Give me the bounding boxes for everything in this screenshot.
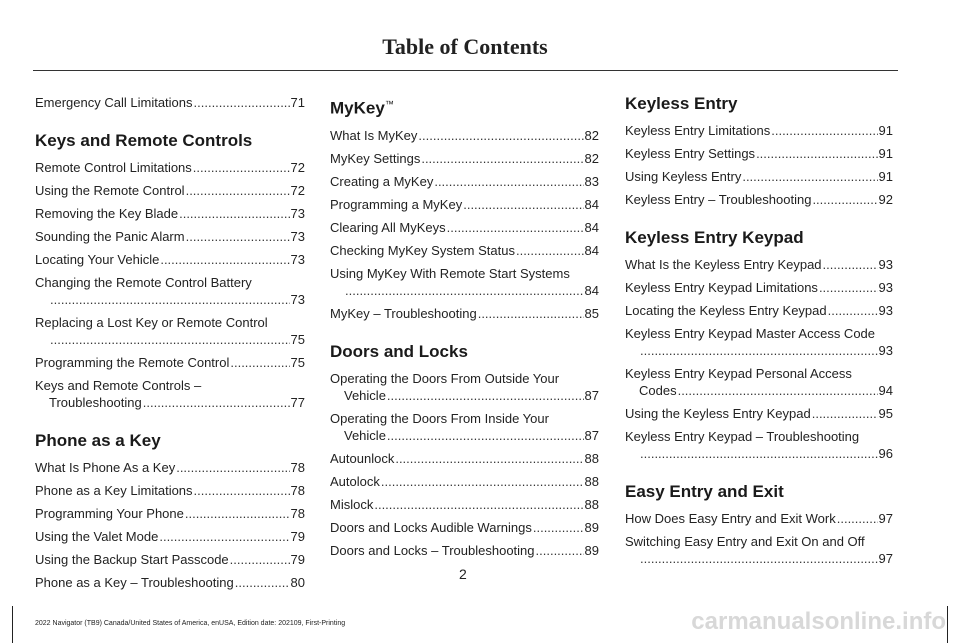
entry-label: Using the Remote Control xyxy=(35,183,185,198)
toc-entry[interactable] xyxy=(330,450,599,467)
section-heading: MyKey™ xyxy=(330,98,394,118)
dot-leader xyxy=(536,542,584,559)
entry-page-number: 89 xyxy=(584,542,599,558)
entry-page-number: 93 xyxy=(878,303,893,318)
entry-page-number: 78 xyxy=(290,506,305,521)
entry-page-number: 78 xyxy=(290,460,305,475)
entry-label: Sounding the Panic Alarm xyxy=(35,229,185,244)
entry-page-number: 93 xyxy=(878,257,893,272)
entry-label: MyKey – Troubleshooting xyxy=(330,305,477,321)
section-heading: Keyless Entry Keypad xyxy=(625,228,804,247)
entry-label: Locating Your Vehicle xyxy=(35,252,160,267)
toc-entry[interactable] xyxy=(625,365,893,399)
dot-leader xyxy=(812,191,877,208)
page-number: 2 xyxy=(459,566,467,582)
toc-entry[interactable] xyxy=(35,459,305,476)
dot-leader xyxy=(516,242,584,259)
toc-entry[interactable] xyxy=(330,496,599,513)
entry-label: Keyless Entry Settings xyxy=(625,146,756,161)
toc-entry[interactable] xyxy=(330,542,599,559)
entry-page-number: 73 xyxy=(290,292,305,307)
entry-label: MyKey Settings xyxy=(330,150,421,166)
toc-entry[interactable] xyxy=(625,533,893,567)
dot-leader xyxy=(194,94,290,111)
entry-label: Keyless Entry – Troubleshooting xyxy=(625,192,812,207)
dot-leader xyxy=(186,182,290,199)
entry-page-number: 92 xyxy=(878,192,893,207)
dot-leader xyxy=(50,291,290,308)
toc-entry[interactable] xyxy=(35,274,305,308)
entry-label: Keys and Remote Controls – xyxy=(35,378,202,393)
toc-entry[interactable] xyxy=(35,354,305,371)
entry-page-number: 91 xyxy=(878,169,893,184)
dot-leader xyxy=(421,150,583,167)
dot-leader xyxy=(434,173,583,190)
dot-leader xyxy=(756,145,877,162)
dot-leader xyxy=(50,331,290,348)
toc-column-1 xyxy=(35,94,305,597)
entry-label: Switching Easy Entry and Exit On and Off xyxy=(625,534,865,549)
entry-page-number: 72 xyxy=(290,183,305,198)
entry-page-number: 79 xyxy=(290,529,305,544)
entry-label: How Does Easy Entry and Exit Work xyxy=(625,511,836,526)
entry-page-number: 82 xyxy=(584,127,599,143)
entry-label: Autounlock xyxy=(330,450,395,466)
dot-leader xyxy=(345,282,584,299)
entry-label: Changing the Remote Control Battery xyxy=(35,275,252,290)
toc-entry[interactable] xyxy=(625,510,893,527)
toc-entry[interactable] xyxy=(330,265,599,299)
dot-leader xyxy=(194,482,290,499)
entry-label: Remote Control Limitations xyxy=(35,160,192,175)
dot-leader xyxy=(230,551,290,568)
entry-label: Removing the Key Blade xyxy=(35,206,179,221)
dot-leader xyxy=(819,279,878,296)
entry-label: Programming Your Phone xyxy=(35,506,184,521)
entry-page-number: 83 xyxy=(584,173,599,189)
entry-label: Programming the Remote Control xyxy=(35,355,230,370)
entry-page-number: 97 xyxy=(878,511,893,526)
entry-label: Checking MyKey System Status xyxy=(330,242,515,258)
entry-label: Using MyKey With Remote Start Systems xyxy=(330,265,570,281)
toc-entry[interactable] xyxy=(625,405,893,422)
dot-leader xyxy=(640,445,878,462)
dot-leader xyxy=(186,228,290,245)
entry-page-number: 91 xyxy=(878,123,893,138)
toc-entry[interactable] xyxy=(35,377,305,411)
entry-label: Autolock xyxy=(330,473,380,489)
toc-entry[interactable] xyxy=(35,314,305,348)
toc-entry[interactable] xyxy=(35,574,305,591)
entry-page-number: 80 xyxy=(290,575,305,590)
toc-entry[interactable] xyxy=(35,159,305,176)
entry-page-number: 84 xyxy=(584,242,599,258)
entry-page-number: 73 xyxy=(290,252,305,267)
toc-entry[interactable] xyxy=(330,173,599,190)
entry-page-number: 72 xyxy=(290,160,305,175)
toc-entry[interactable] xyxy=(35,251,305,268)
dot-leader xyxy=(742,168,877,185)
dot-leader xyxy=(533,519,584,536)
section-heading: Keys and Remote Controls xyxy=(35,131,253,150)
toc-entry[interactable] xyxy=(330,305,599,322)
dot-leader xyxy=(640,550,878,567)
toc-entry[interactable] xyxy=(625,191,893,208)
dot-leader xyxy=(478,305,584,322)
entry-label: What Is Phone As a Key xyxy=(35,460,176,475)
dot-leader xyxy=(381,473,584,490)
entry-page-number: 93 xyxy=(878,343,893,358)
entry-label-continued: Codes xyxy=(639,383,677,398)
toc-entry[interactable] xyxy=(625,325,893,359)
entry-label: Operating the Doors From Inside Your xyxy=(330,410,549,426)
entry-page-number: 75 xyxy=(290,332,305,347)
toc-entry[interactable] xyxy=(35,205,305,222)
entry-page-number: 73 xyxy=(290,206,305,221)
dot-leader xyxy=(160,251,289,268)
entry-page-number: 75 xyxy=(290,355,305,370)
entry-page-number: 82 xyxy=(584,150,599,166)
dot-leader xyxy=(179,205,289,222)
entry-label: Replacing a Lost Key or Remote Control xyxy=(35,315,268,330)
entry-page-number: 73 xyxy=(290,229,305,244)
toc-entry[interactable] xyxy=(35,528,305,545)
dot-leader xyxy=(374,496,583,513)
toc-entry[interactable] xyxy=(330,410,599,444)
dot-leader xyxy=(678,382,878,399)
entry-label: Using the Valet Mode xyxy=(35,529,159,544)
dot-leader xyxy=(230,354,289,371)
toc-entry[interactable] xyxy=(35,505,305,522)
entry-label: Using the Keyless Entry Keypad xyxy=(625,406,811,421)
dot-leader xyxy=(185,505,290,522)
entry-page-number: 84 xyxy=(584,282,599,298)
dot-leader xyxy=(463,196,583,213)
entry-page-number: 94 xyxy=(878,383,893,398)
entry-page-number: 91 xyxy=(878,146,893,161)
dot-leader xyxy=(387,387,584,404)
entry-page-number: 87 xyxy=(584,387,599,403)
toc-entry[interactable] xyxy=(330,219,599,236)
entry-page-number: 78 xyxy=(290,483,305,498)
toc-entry[interactable] xyxy=(330,150,599,167)
section-heading: Keyless Entry xyxy=(625,94,738,113)
entry-label-continued: Vehicle xyxy=(344,387,386,403)
toc-entry[interactable] xyxy=(625,145,893,162)
entry-label: Using Keyless Entry xyxy=(625,169,742,184)
crop-mark-left xyxy=(12,606,13,643)
toc-entry[interactable] xyxy=(35,182,305,199)
entry-label: Keyless Entry Keypad Personal Access xyxy=(625,366,852,381)
entry-label: Keyless Entry Limitations xyxy=(625,123,771,138)
crop-mark-right xyxy=(947,606,948,643)
entry-label: Locating the Keyless Entry Keypad xyxy=(625,303,827,318)
dot-leader xyxy=(812,405,878,422)
dot-leader xyxy=(193,159,290,176)
toc-entry[interactable] xyxy=(625,256,893,273)
entry-page-number: 97 xyxy=(878,551,893,566)
dot-leader xyxy=(387,427,584,444)
entry-label: Keyless Entry Keypad Limitations xyxy=(625,280,818,295)
entry-page-number: 84 xyxy=(584,196,599,212)
toc-column-3 xyxy=(625,94,893,573)
entry-page-number: 96 xyxy=(878,446,893,461)
toc-entry[interactable] xyxy=(330,370,599,404)
trademark-symbol: ™ xyxy=(384,99,394,109)
dot-leader xyxy=(159,528,289,545)
entry-page-number: 93 xyxy=(878,280,893,295)
toc-entry[interactable] xyxy=(330,127,599,144)
entry-label: Keyless Entry Keypad Master Access Code xyxy=(625,326,876,341)
entry-page-number: 88 xyxy=(584,473,599,489)
toc-entry[interactable] xyxy=(330,242,599,259)
entry-label: What Is the Keyless Entry Keypad xyxy=(625,257,822,272)
entry-label: Using the Backup Start Passcode xyxy=(35,552,229,567)
section-heading: Doors and Locks xyxy=(330,341,468,361)
title-divider xyxy=(33,70,898,71)
toc-entry[interactable] xyxy=(330,473,599,490)
entry-page-number: 85 xyxy=(584,305,599,321)
entry-page-number: 88 xyxy=(584,496,599,512)
dot-leader xyxy=(418,127,583,144)
print-footer: 2022 Navigator (TB9) Canada/United States of America, enUSA, Edition date: 202109, First-Printing xyxy=(35,620,346,627)
toc-entry[interactable] xyxy=(625,302,893,319)
dot-leader xyxy=(176,459,289,476)
entry-page-number: 84 xyxy=(584,219,599,235)
page-title: Table of Contents xyxy=(382,34,548,59)
entry-page-number: 71 xyxy=(290,95,305,110)
section-heading: Easy Entry and Exit xyxy=(625,482,784,501)
entry-label: Keyless Entry Keypad – Troubleshooting xyxy=(625,429,860,444)
entry-label: Programming a MyKey xyxy=(330,196,463,212)
entry-label: Creating a MyKey xyxy=(330,173,434,189)
entry-label: What Is MyKey xyxy=(330,127,418,143)
toc-entry[interactable] xyxy=(35,482,305,499)
toc-entry[interactable] xyxy=(625,168,893,185)
toc-column-2 xyxy=(330,94,599,565)
toc-entry[interactable] xyxy=(625,279,893,296)
entry-page-number: 89 xyxy=(584,519,599,535)
entry-page-number: 79 xyxy=(290,552,305,567)
entry-label-continued: Vehicle xyxy=(344,427,386,443)
toc-entry[interactable] xyxy=(35,94,305,111)
entry-page-number: 88 xyxy=(584,450,599,466)
entry-label: Phone as a Key – Troubleshooting xyxy=(35,575,234,590)
entry-page-number: 95 xyxy=(878,406,893,421)
dot-leader xyxy=(828,302,878,319)
dot-leader xyxy=(235,574,290,591)
entry-label: Phone as a Key Limitations xyxy=(35,483,193,498)
watermark-logo: carmanualsonline.info xyxy=(691,608,946,635)
dot-leader xyxy=(447,219,584,236)
entry-label: Emergency Call Limitations xyxy=(35,95,193,110)
dot-leader xyxy=(640,342,878,359)
toc-entry[interactable] xyxy=(330,196,599,213)
entry-page-number: 87 xyxy=(584,427,599,443)
entry-label-continued: Troubleshooting xyxy=(49,395,142,410)
entry-label: Operating the Doors From Outside Your xyxy=(330,370,560,386)
entry-label: Mislock xyxy=(330,496,374,512)
toc-entry[interactable] xyxy=(625,122,893,139)
toc-entry[interactable] xyxy=(625,428,893,462)
entry-label: Doors and Locks – Troubleshooting xyxy=(330,542,535,558)
dot-leader xyxy=(823,256,878,273)
dot-leader xyxy=(395,450,583,467)
toc-entry[interactable] xyxy=(330,519,599,536)
dot-leader xyxy=(771,122,877,139)
toc-entry[interactable] xyxy=(35,228,305,245)
dot-leader xyxy=(837,510,878,527)
dot-leader xyxy=(143,394,290,411)
section-heading: Phone as a Key xyxy=(35,431,161,450)
entry-label: Doors and Locks Audible Warnings xyxy=(330,519,532,535)
toc-entry[interactable] xyxy=(35,551,305,568)
entry-page-number: 77 xyxy=(290,395,305,410)
entry-label: Clearing All MyKeys xyxy=(330,219,446,235)
